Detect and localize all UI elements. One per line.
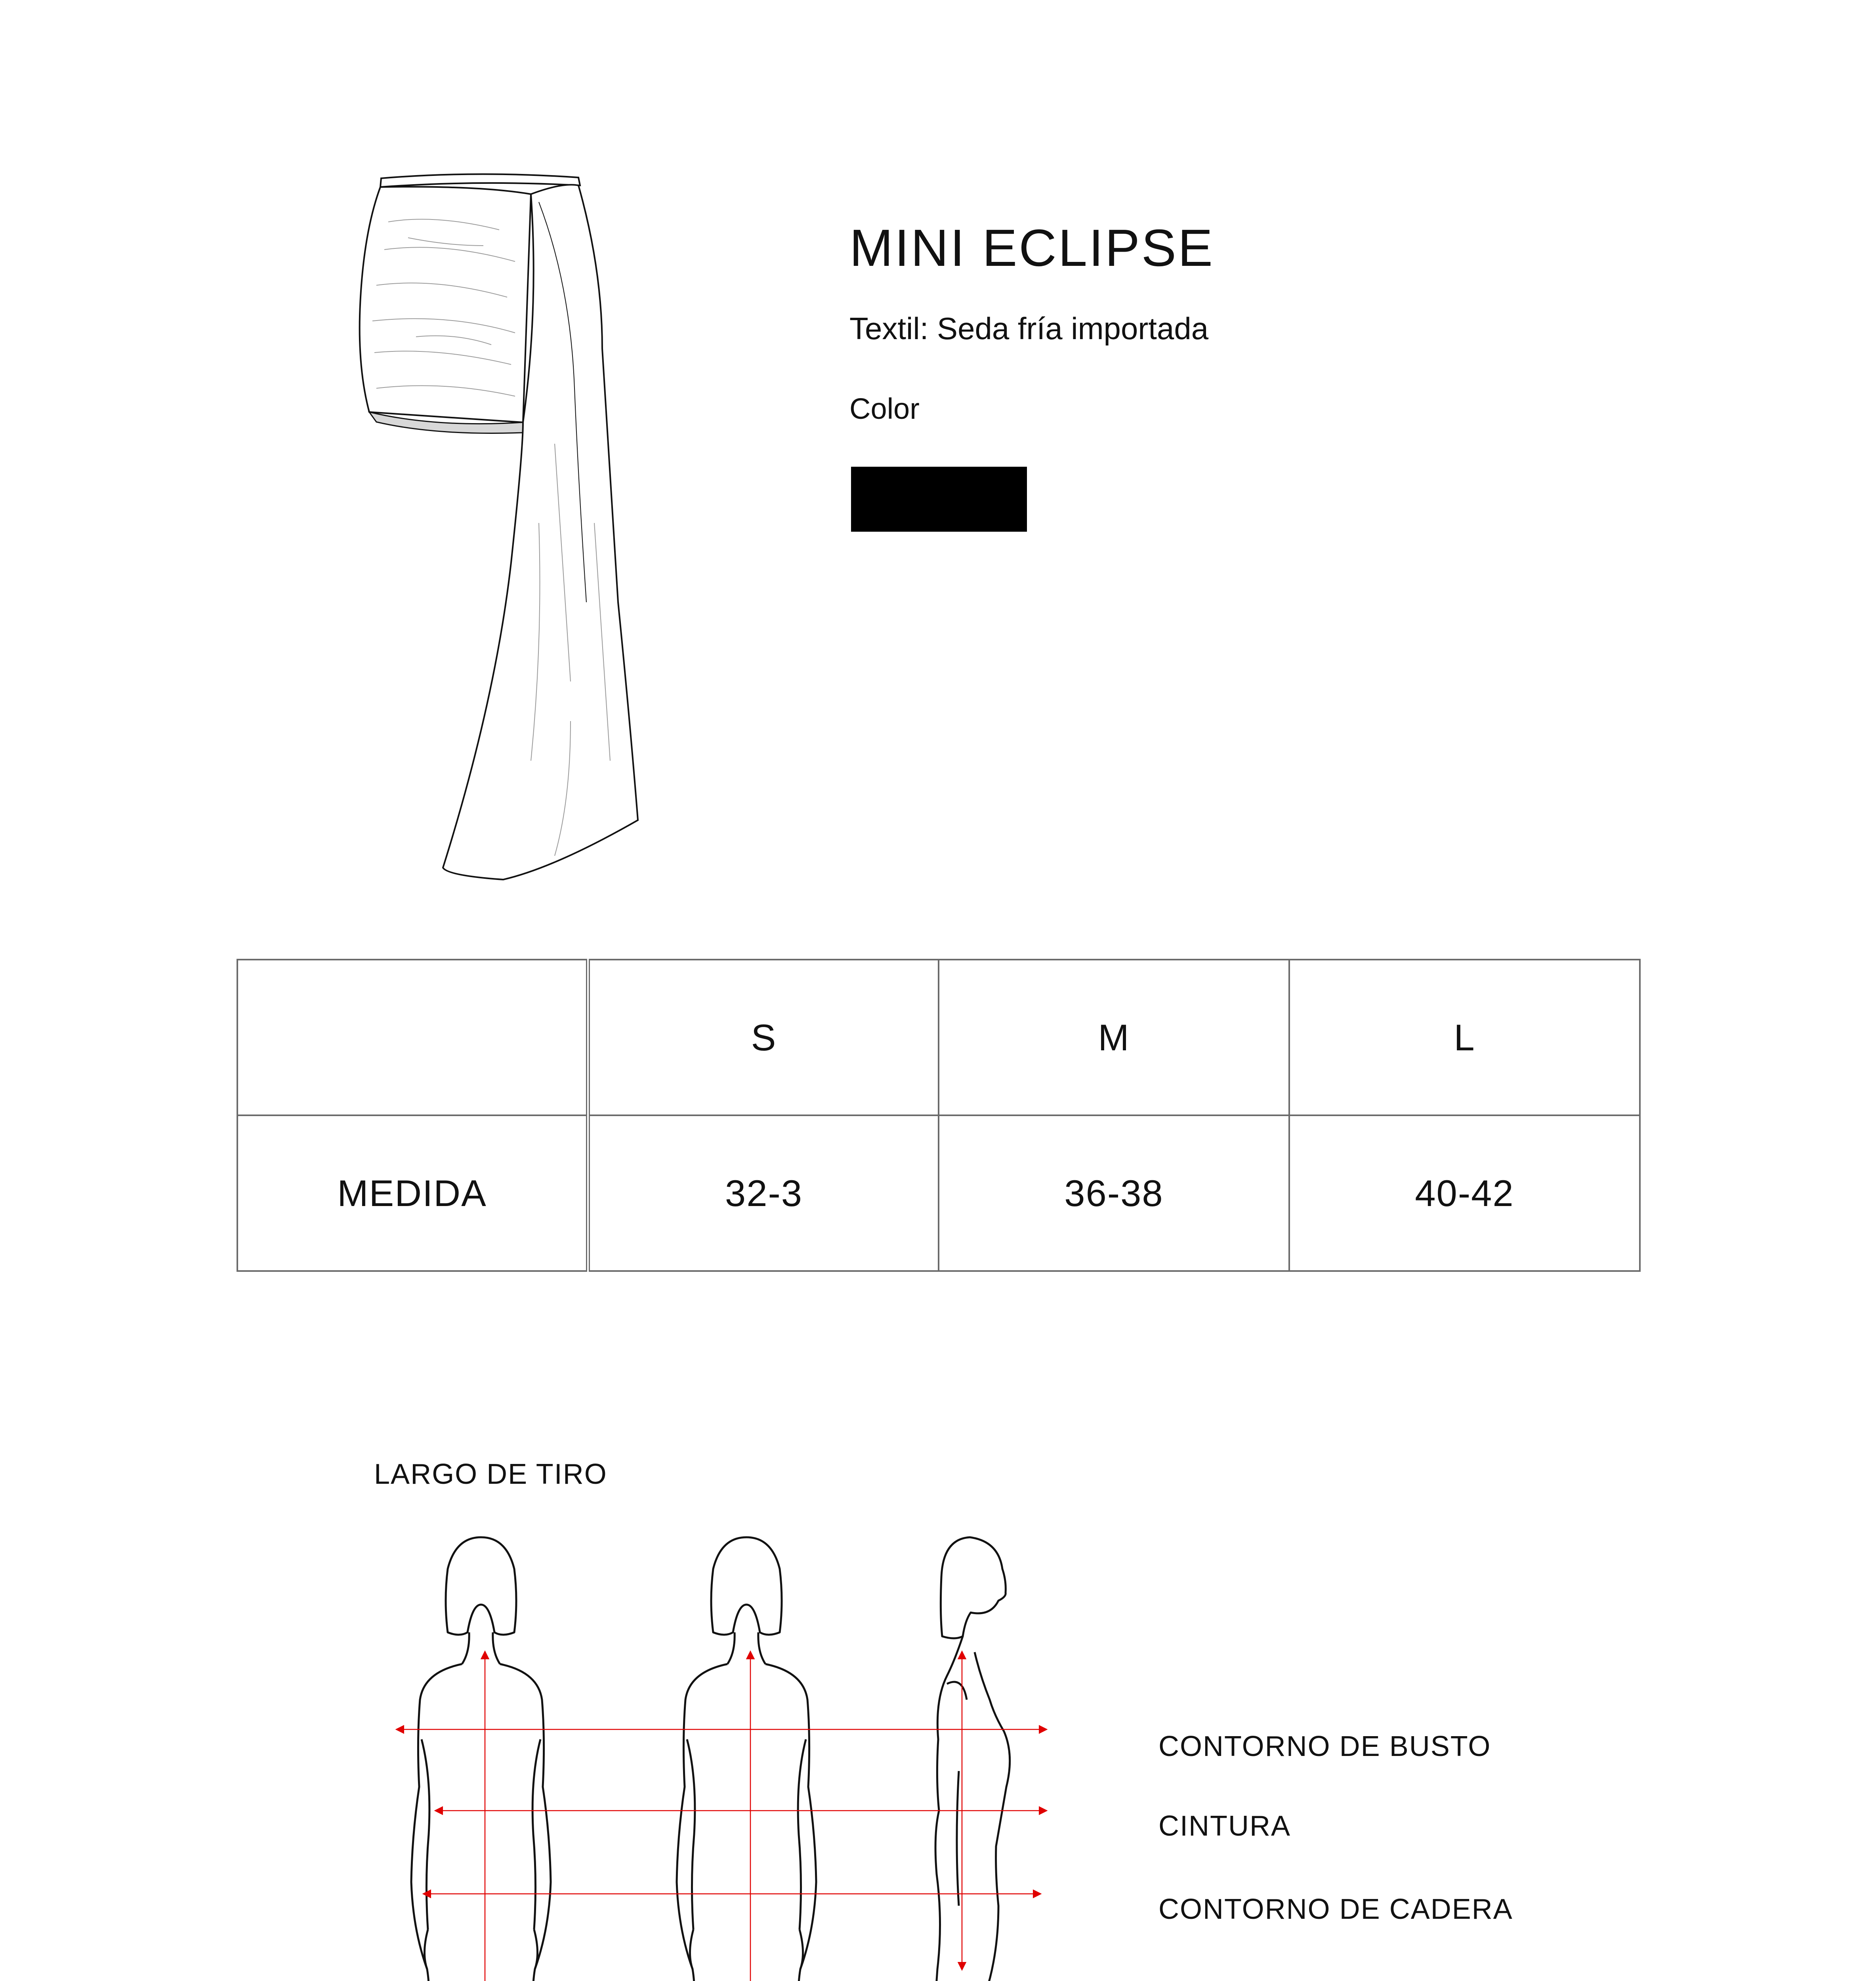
skirt-waistband [380,174,580,187]
medida-m: 36-38 [939,1115,1289,1271]
size-table [237,959,1641,1272]
size-header-empty [237,960,588,1115]
textile-description: Textil: Seda fría importada [849,311,1209,346]
size-header-m: M [939,960,1289,1115]
size-table-header-row [237,960,1640,1115]
figure-back [411,1537,551,1981]
row-label-medida: MEDIDA [237,1115,588,1271]
color-label: Color [849,392,920,425]
size-header-l: L [1289,960,1640,1115]
size-header-s: S [588,960,939,1115]
medida-s: 32-3 [588,1115,939,1271]
figure-side [934,1537,1028,1981]
contorno-busto-label: CONTORNO DE BUSTO [1158,1731,1491,1762]
color-swatch [851,467,1027,532]
contorno-cadera-label: CONTORNO DE CADERA [1158,1893,1513,1925]
size-table-row [237,1115,1640,1271]
medida-l: 40-42 [1289,1115,1640,1271]
figure-front [677,1537,816,1981]
largo-de-tiro-label: LARGO DE TIRO [374,1458,607,1490]
skirt-technical-drawing [317,166,674,887]
body-measurement-figures [380,1533,1062,1981]
cintura-label: CINTURA [1158,1810,1291,1842]
product-title: MINI ECLIPSE [849,219,1214,277]
